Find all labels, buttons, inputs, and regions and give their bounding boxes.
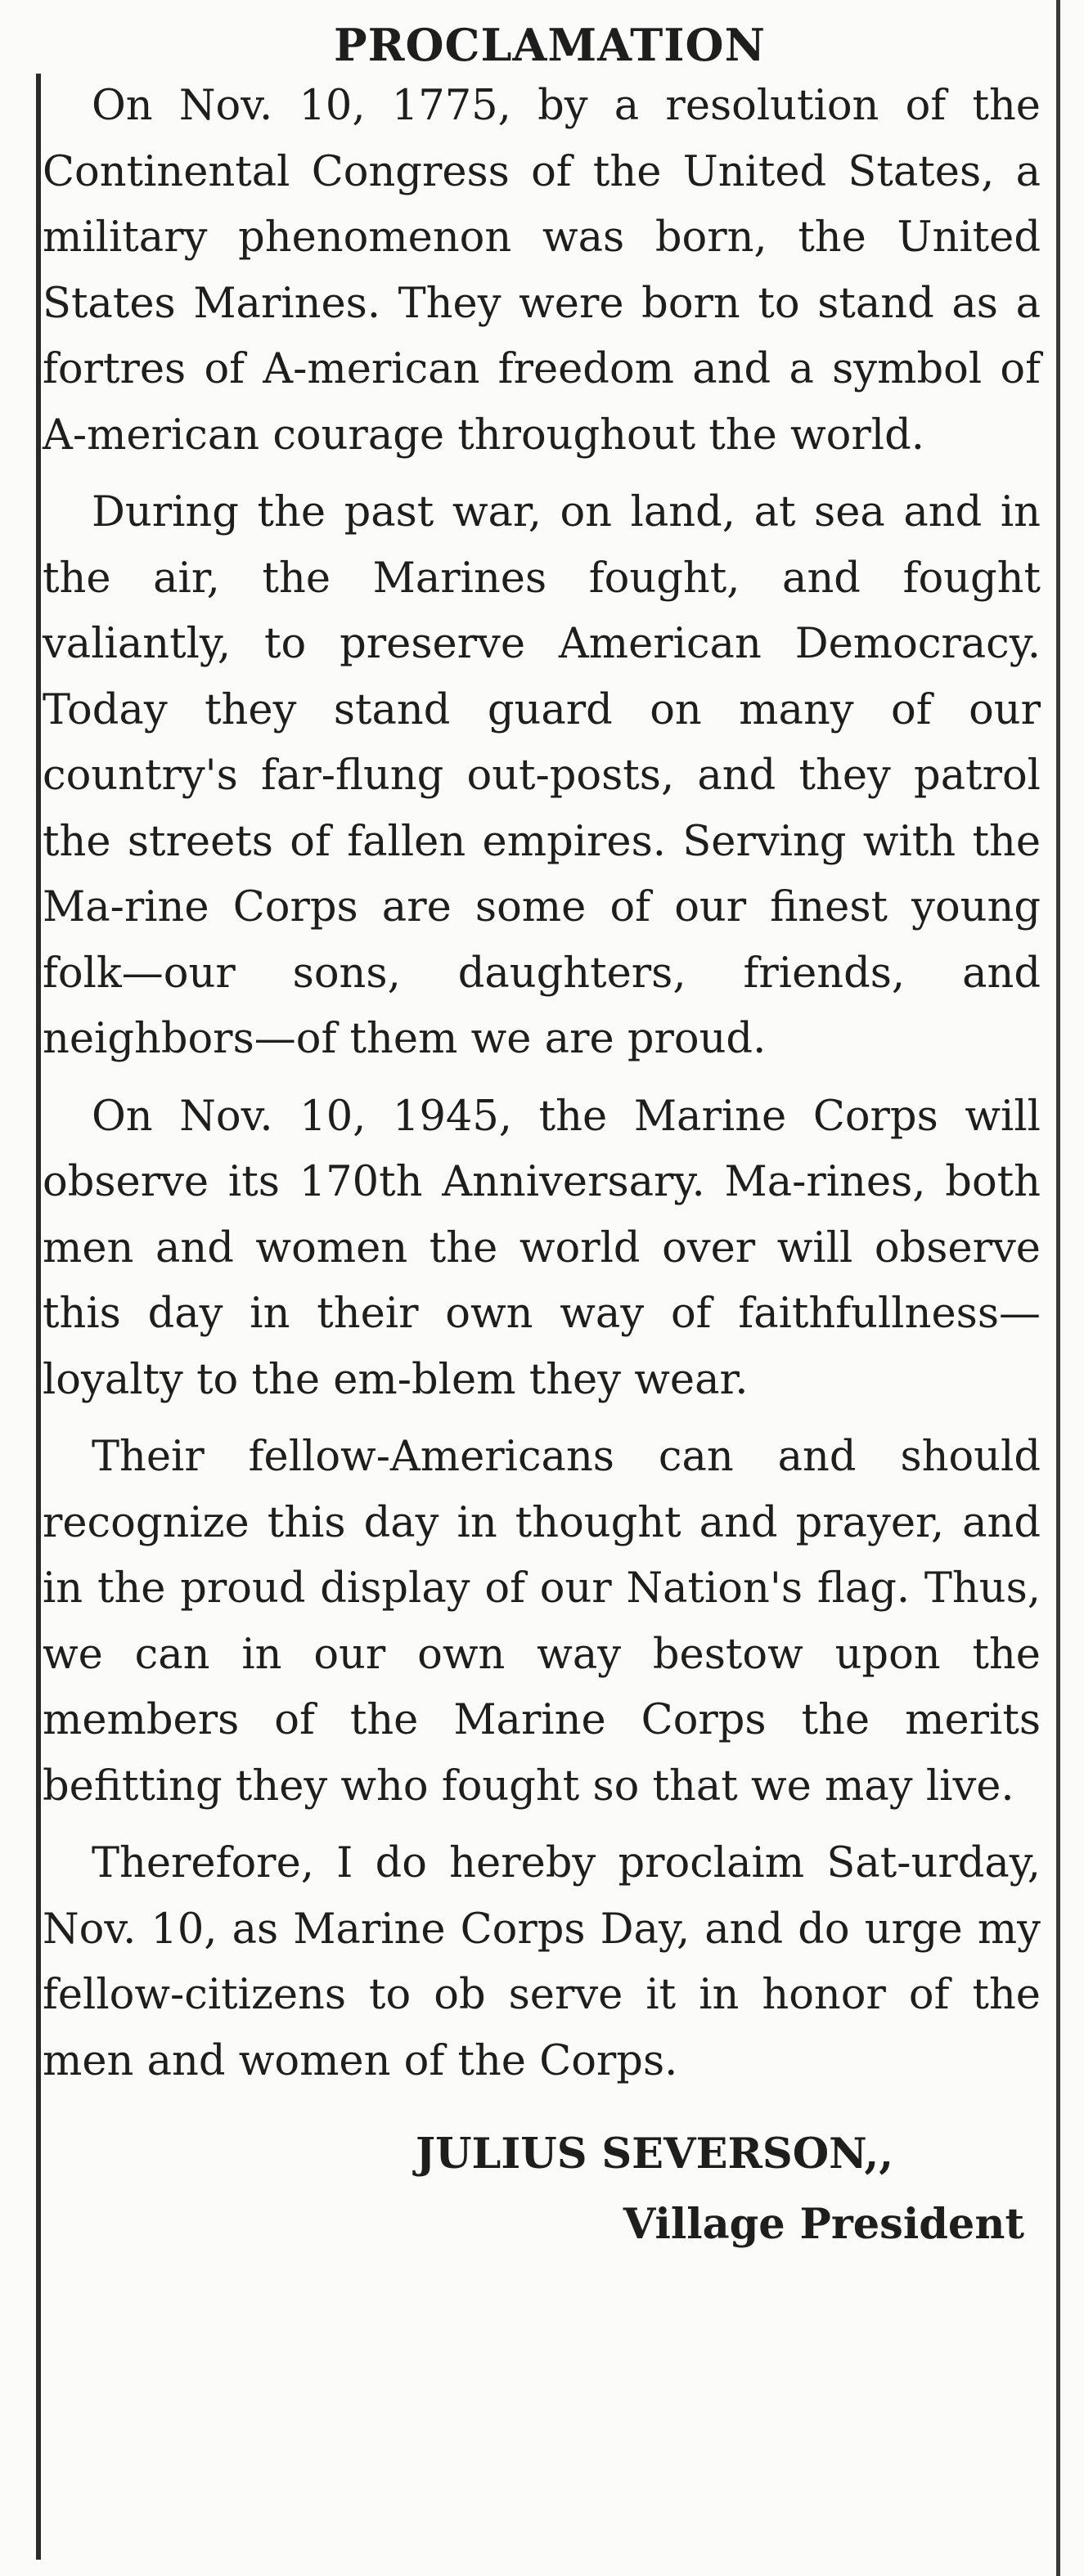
paragraph-4: Their fellow-Americans can and should recognize this day in thought and prayer, and in the proud display of our Nation's flag. Thus, we can in our own way bestow upon the members of the Marine Corps the merits befitting they who fought so that we may live.	[43, 1433, 1041, 1811]
signer-name: JULIUS SEVERSON,,	[415, 2129, 893, 2179]
paragraph-2: During the past war, on land, at sea and in the air, the Marines fought, and fought valiantly, to preserve American Democracy. Today they stand guard on many of our country's far-flung out-posts, and they patrol the streets of fallen empires. Serving with the Ma-rine Corps are some of our finest young folk—our sons, daughters, friends, and neighbors—of them we are proud.	[43, 488, 1041, 1063]
signature-block	[43, 2119, 1041, 2260]
article-title: PROCLAMATION	[334, 19, 766, 71]
paragraph-5: Therefore, I do hereby proclaim Sat-urday, Nov. 10, as Marine Corps Day, and do urge my fellow-citizens to ob serve it in honor of the men and women of the Corps.	[43, 1839, 1041, 2085]
left-column-rule	[36, 74, 41, 2560]
right-column-rule	[1056, 0, 1060, 2576]
paragraph-1: On Nov. 10, 1775, by a resolution of the Continental Congress of the United States, a military phenomenon was born, the United States Marines. They were born to stand as a fortres of A-merican freedom and a symbol of A-merican courage throughout the world.	[43, 82, 1041, 460]
signer-title: Village President	[623, 2200, 1024, 2249]
paragraph-3: On Nov. 10, 1945, the Marine Corps will observe its 170th Anniversary. Ma-rines, both men and women the world over will observe this day in their own way of faithfullness—loyalty to the em-blem they wear.	[43, 1092, 1041, 1404]
article-column	[43, 16, 1041, 2260]
